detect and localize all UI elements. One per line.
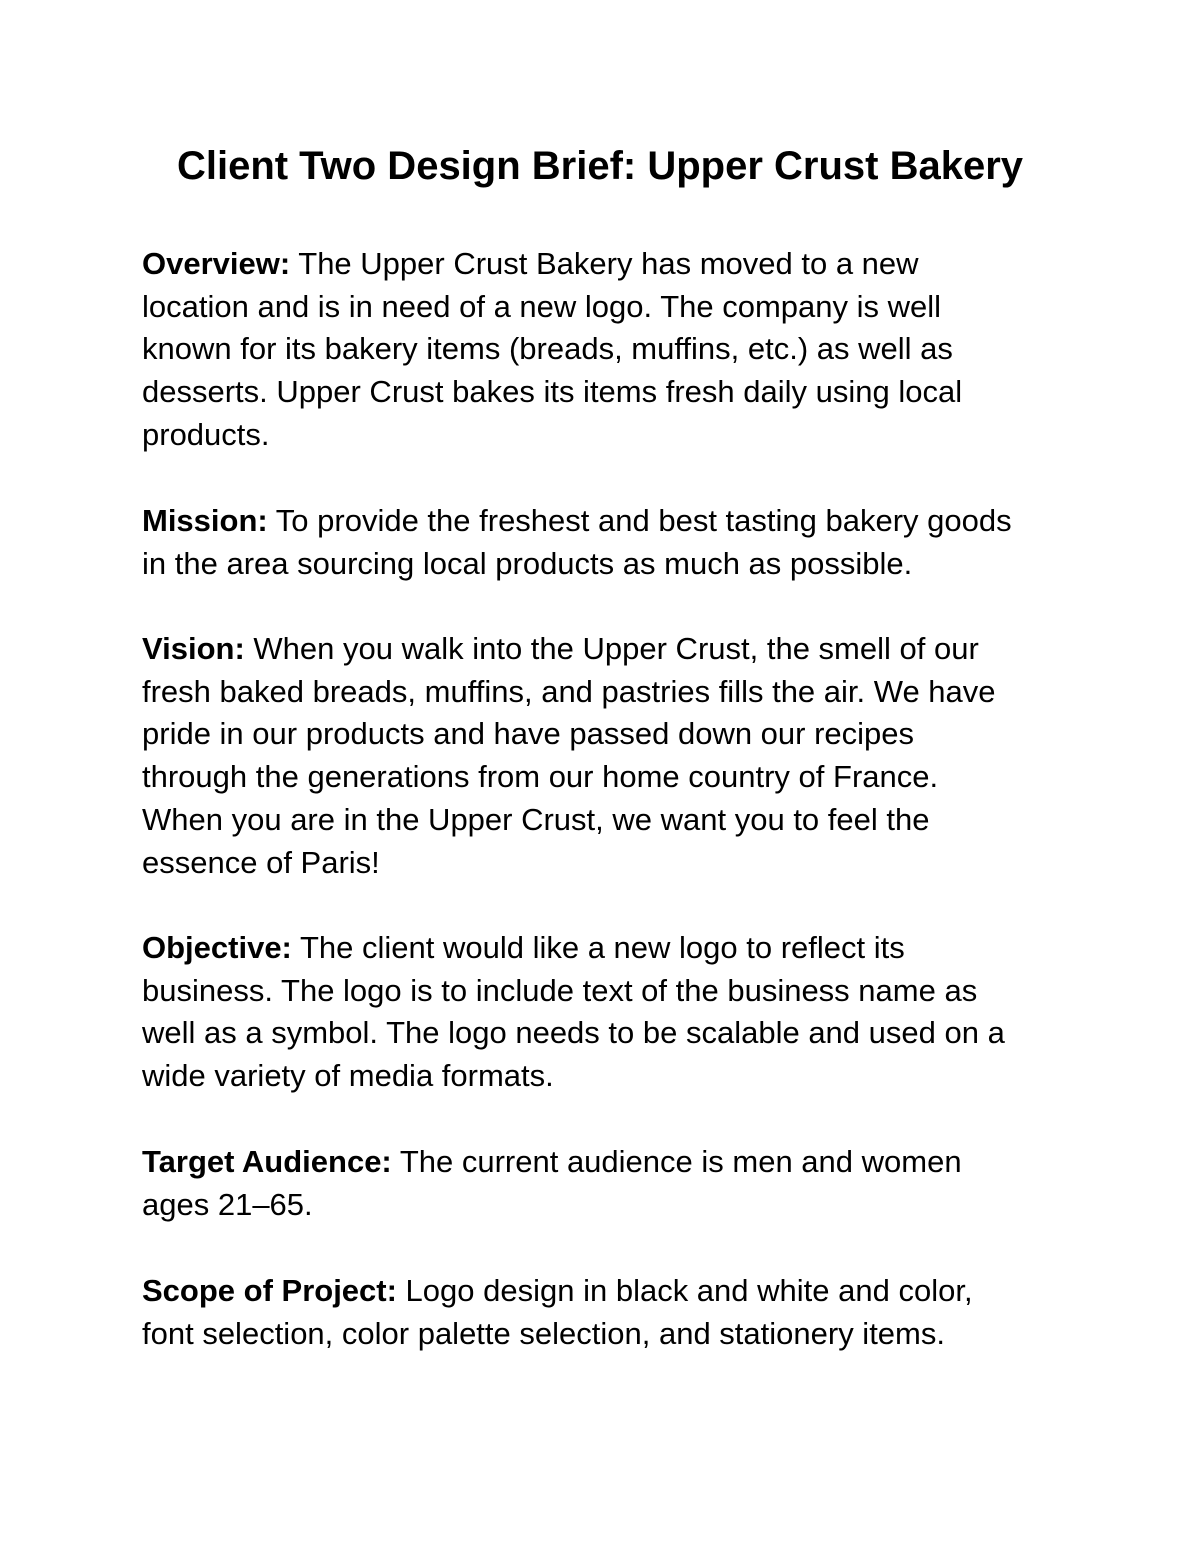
- objective-label: Objective:: [142, 930, 292, 965]
- overview-text: The Upper Crust Bakery has moved to a new location and is in need of a new logo. The company is well known for its bakery items (breads, muffins, etc.) as well as desserts. Upper Crust bakes its items fresh daily using local products.: [142, 246, 963, 452]
- scope-text: Logo design in black and white and color, font selection, color palette selection, and stationery items.: [142, 1273, 973, 1351]
- mission-label: Mission:: [142, 503, 268, 538]
- target-audience-label: Target Audience:: [142, 1144, 392, 1179]
- vision-label: Vision:: [142, 631, 245, 666]
- overview-section: [142, 243, 1072, 457]
- scope-section: [142, 1270, 1072, 1355]
- mission-text: To provide the freshest and best tasting bakery goods in the area sourcing local products as much as possible.: [142, 503, 1012, 581]
- vision-section: [142, 628, 1072, 884]
- target-audience-text: The current audience is men and women ages 21–65.: [142, 1144, 962, 1222]
- objective-section: [142, 927, 1072, 1098]
- scope-label: Scope of Project:: [142, 1273, 397, 1308]
- vision-text: When you walk into the Upper Crust, the smell of our fresh baked breads, muffins, and pastries fills the air. We have pride in our products and have passed down our recipes through the generations from our home country of France. When you are in the Upper Crust, we want you to feel the essence of Paris!: [142, 631, 996, 880]
- overview-label: Overview:: [142, 246, 291, 281]
- mission-section: [142, 500, 1072, 585]
- document-title: Client Two Design Brief: Upper Crust Bakery: [176, 144, 1024, 188]
- objective-text: The client would like a new logo to reflect its business. The logo is to include text of the business name as well as a symbol. The logo needs to be scalable and used on a wide variety of media formats.: [142, 930, 1005, 1094]
- target-audience-section: [142, 1141, 1072, 1226]
